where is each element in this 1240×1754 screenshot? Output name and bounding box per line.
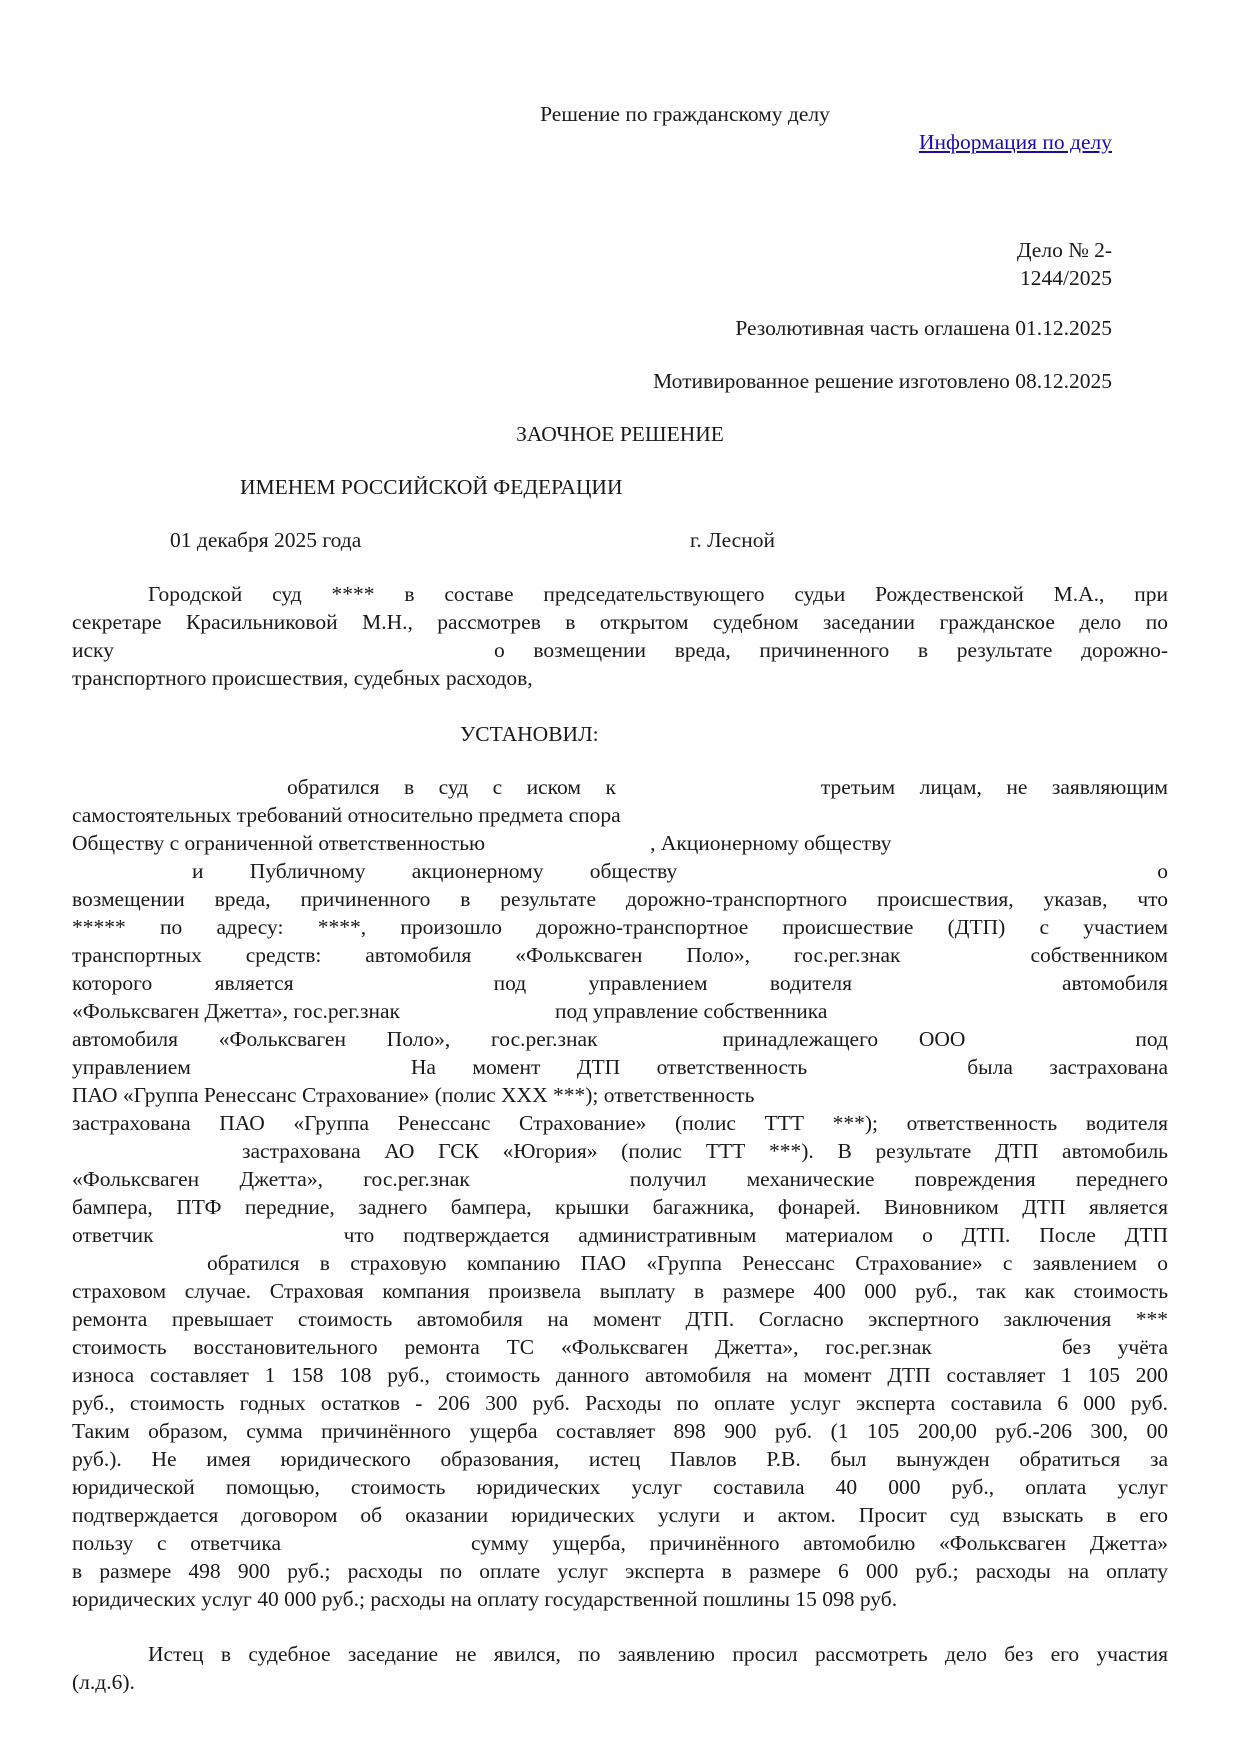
in-the-name-heading: ИМЕНЕМ РОССИЙСКОЙ ФЕДЕРАЦИИ — [240, 475, 623, 499]
text-line: управлением На момент ДТП ответственность была застрахована — [72, 1055, 1169, 1079]
text-line: Истец в судебное заседание не явился, по заявлению просил рассмотреть дело без его участия — [148, 1642, 1168, 1666]
intro-paragraph — [72, 580, 1168, 692]
text-line: обратился в суд с иском к третьим лицам, не заявляющим — [287, 775, 1168, 799]
text-line: обратился в страховую компанию ПАО «Группа Ренессанс Страхование» с заявлением о — [207, 1251, 1168, 1275]
text-line: руб., стоимость годных остатков - 206 300 руб. Расходы по оплате услуг эксперта составила 6 000 руб. — [72, 1391, 1168, 1415]
established-heading: УСТАНОВИЛ: — [460, 722, 599, 746]
text-line: и Публичному акционерному обществу о — [192, 859, 1168, 883]
resolutive-part-date: Резолютивная часть оглашена 01.12.2025 — [735, 316, 1112, 340]
case-number: Дело № 2- 1244/2025 — [1016, 238, 1112, 290]
text-line: пользу с ответчика сумму ущерба, причинённого автомобилю «Фольксваген Джетта» — [72, 1531, 1168, 1555]
text-line: в размере 498 900 руб.; расходы по оплате услуг эксперта в размере 6 000 руб.; расходы на оплату — [72, 1559, 1168, 1583]
text-line: застрахована АО ГСК «Югория» (полис ТТТ ***). В результате ДТП автомобиль — [242, 1139, 1168, 1163]
text-line: возмещении вреда, причиненного в результате дорожно-транспортного происшествия, указав, что — [72, 887, 1168, 911]
established-paragraph — [72, 773, 1168, 1613]
text-line: транспортных средств: автомобиля «Фольксваген Поло», гос.рег.знак собственником — [72, 943, 1168, 967]
text-line: юридических услуг 40 000 руб.; расходы на оплату государственной пошлины 15 098 руб. — [72, 1587, 898, 1611]
text-line: ремонта превышает стоимость автомобиля на момент ДТП. Согласно экспертного заключения *** — [72, 1307, 1168, 1331]
text-line: секретаре Красильниковой М.Н., рассмотрев в открытом судебном заседании гражданское дело по — [72, 610, 1168, 634]
text-line: Таким образом, сумма причинённого ущерба составляет 898 900 руб. (1 105 200,00 руб.-206 300, 00 — [72, 1419, 1168, 1443]
text-line: (л.д.6). — [72, 1670, 135, 1694]
decision-date: 01 декабря 2025 года — [170, 528, 362, 552]
text-line: иску о возмещении вреда, причиненного в результате дорожно- — [72, 638, 1168, 662]
case-info-link[interactable]: Информация по делу — [918, 130, 1112, 154]
text-line: «Фольксваген Джетта», гос.рег.знак под управление собственника — [72, 999, 828, 1023]
decision-type-heading: ЗАОЧНОЕ РЕШЕНИЕ — [516, 422, 724, 446]
text-line: ответчик что подтверждается административным материалом о ДТП. После ДТП — [72, 1223, 1168, 1247]
plaintiff-absent-paragraph — [72, 1640, 1168, 1696]
text-line: износа составляет 1 158 108 руб., стоимость данного автомобиля на момент ДТП составляет 1 105 200 — [72, 1363, 1168, 1387]
text-line: страховом случае. Страховая компания произвела выплату в размере 400 000 руб., так как стоимость — [72, 1279, 1168, 1303]
text-line: транспортного происшествия, судебных расходов, — [72, 666, 533, 690]
text-line: которого является под управлением водителя автомобиля — [72, 971, 1168, 995]
text-line: бампера, ПТФ передние, заднего бампера, крышки багажника, фонарей. Виновником ДТП является — [72, 1195, 1168, 1219]
text-line: «Фольксваген Джетта», гос.рег.знак получил механические повреждения переднего — [72, 1167, 1168, 1191]
text-line: подтверждается договором об оказании юридических услуги и актом. Просит суд взыскать в его — [72, 1503, 1168, 1527]
text-line: автомобиля «Фольксваген Поло», гос.рег.знак принадлежащего ООО под — [72, 1027, 1168, 1051]
text-line: Обществу с ограниченной ответственностью , Акционерному обществу — [72, 831, 892, 855]
text-line: стоимость восстановительного ремонта ТС «Фольксваген Джетта», гос.рег.знак без учёта — [72, 1335, 1168, 1359]
text-line: застрахована ПАО «Группа Ренессанс Страхование» (полис ТТТ ***); ответственность водителя — [72, 1111, 1168, 1135]
text-line: самостоятельных требований относительно предмета спора — [72, 803, 621, 827]
text-line: Городской суд **** в составе председательствующего судьи Рождественской М.А., при — [148, 582, 1168, 606]
text-line: юридической помощью, стоимость юридических услуг составила 40 000 руб., оплата услуг — [72, 1475, 1168, 1499]
text-line: ПАО «Группа Ренессанс Страхование» (полис ХХХ ***); ответственность — [72, 1083, 755, 1107]
decision-city: г. Лесной — [690, 528, 775, 552]
text-line: руб.). Не имея юридического образования, истец Павлов Р.В. был вынужден обратиться за — [72, 1447, 1168, 1471]
motivated-decision-date: Мотивированное решение изготовлено 08.12.2025 — [653, 369, 1112, 393]
text-line: ***** по адресу: ****, произошло дорожно-транспортное происшествие (ДТП) с участием — [72, 915, 1168, 939]
document-title: Решение по гражданскому делу — [540, 102, 830, 126]
